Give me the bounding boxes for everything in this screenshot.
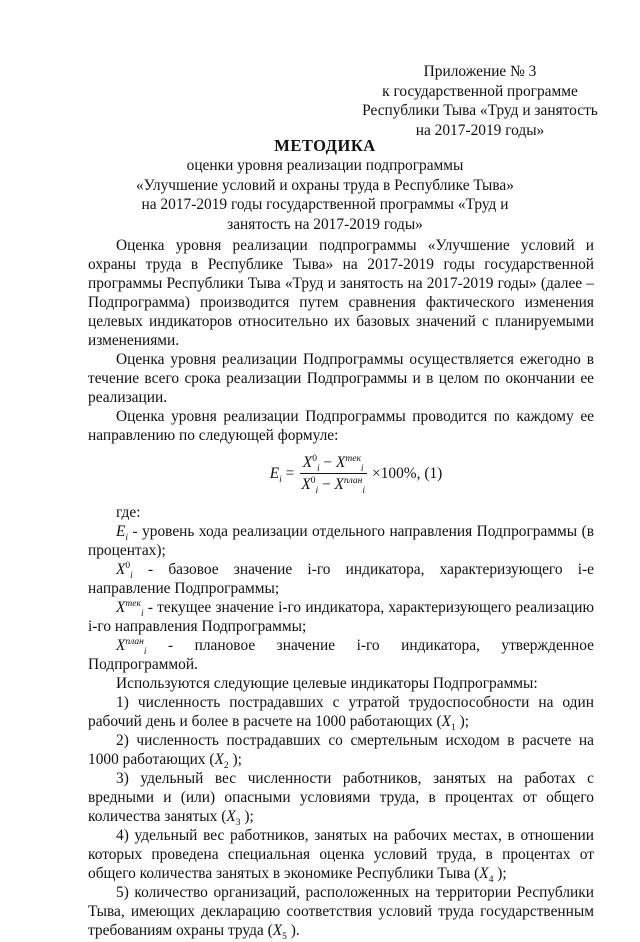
definition-x0: $X^0_i$ - базовое значение i-го индикатора, характеризующего i-е направление Подпрограммы; [88,560,594,597]
paragraph-frequency: Оценка уровня реализации Подпрограммы осуществляется ежегодно в течение всего срока реализации Подпрограммы и в целом по окончании ее реализации. [88,351,594,406]
paragraph-intro: Оценка уровня реализации подпрограммы «Улучшение условий и охраны труда в Республике Тыва» на 2017-2019 годы государственной программы Республики Тыва «Труд и занятость на 2017-2019 годы» (далее – Подпрограмма) производится путем сравнения фактического изменения целевых индикаторов относительно их базовых значений с планируемыми изменениями. [88,237,594,349]
indicator-1: 1) численность пострадавших с утратой трудоспособности на один рабочий день и более в расчете на 1000 работающих ($X_1$ ); [88,694,594,734]
where-label: где: [116,504,141,521]
definition-xtek: $X^{тек}_i$ - текущее значение i-го индикатора, характеризующего реализацию i-го направления Подпрограммы; [88,598,594,635]
indicator-3: 3) удельный вес численности работников, занятых на работах с вредными и (или) опасными условиями труда, в процентах от общего количества занятых ($X_3$ ); [88,770,594,829]
indicator-2: 2) численность пострадавших со смертельным исходом в расчете на 1000 работающих ($X_2$ ); [88,732,594,772]
appendix-line-3: Республики Тыва «Труд и занятость [362,102,598,119]
subtitle-line-4: занятость на 2017-2019 годы» [227,215,423,233]
indicator-5: 5) количество организаций, расположенных на территории Республики Тыва, имеющих декларацию соответствия условий труда государственным требованиям охраны труда ($X_5$ ). [88,884,594,942]
formula-fraction [298,453,368,494]
appendix-line-1: Приложение № 3 [423,63,537,80]
indicator-4: 4) удельный вес работников, занятых на рабочих местах, в отношении которых проведена специальная оценка условий труда, в процентах от общего количества занятых в экономике Республики Тыва ($X_4$ ); [88,827,594,886]
formula-lhs: $E_i$ = [269,464,295,485]
formula [118,451,594,495]
definition-xplan: $X^{план}_i$ - плановое значение i-го индикатора, утвержденное Подпрограммой. [88,636,594,673]
formula-suffix: ×100%, (1) [372,464,443,482]
title-block [100,136,550,234]
formula-denominator: $X^0_i - X^{план}_i$ [301,475,366,496]
paragraph-formula-intro: Оценка уровня реализации Подпрограммы проводится по каждому ее направлению по следующей формуле: [88,408,594,444]
document-title: МЕТОДИКА [274,136,376,155]
subtitle-line-3: на 2017-2019 годы государственной программы «Труд и [141,196,509,213]
subtitle-line-1: оценки уровня реализации подпрограммы [186,157,464,174]
appendix-line-2: к государственной программе [382,82,578,100]
formula-numerator: $X^0_i - X^{тек}_i$ [300,453,367,474]
definition-e: $E_i$ - уровень хода реализации отдельного направления Подпрограммы (в процентах); [88,523,594,559]
indicators-intro: Используются следующие целевые индикаторы Подпрограммы: [116,675,538,692]
document-body [88,236,594,940]
appendix-line-4: на 2017-2019 годы» [415,121,545,139]
appendix-header [360,62,600,140]
subtitle-line-2: «Улучшение условий и охраны труда в Республике Тыва» [136,176,514,194]
